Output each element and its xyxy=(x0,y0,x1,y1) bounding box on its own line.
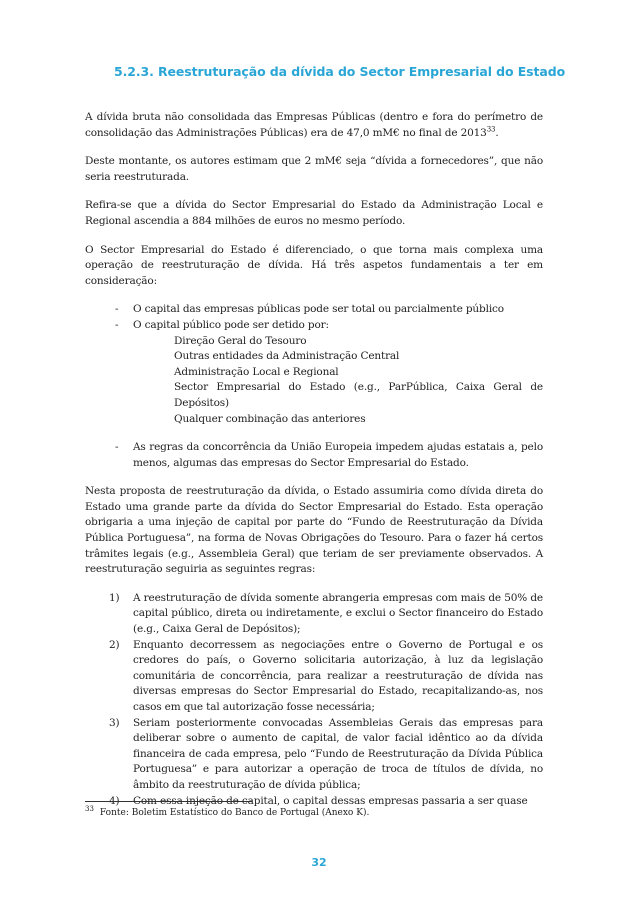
footnote-divider xyxy=(85,801,252,802)
rule-number: 3) xyxy=(109,716,120,729)
rule-text: Enquanto decorressem as negociações entre o Governo de Portugal e os credores do país, o Governo solicitaria autorização, à luz da legislação comunitária de concorrência, para realizar a reestruturação de dívida nas diversas empresas do Sector Empresarial do Estado, recapitalizando-as, nos casos em que tal autorização fosse necessária; xyxy=(133,638,543,713)
body-text xyxy=(85,110,543,809)
paragraph-text: A dívida bruta não consolidada das Empresas Públicas (dentro e fora do perímetro de consolidação das Administrações Públicas) era de 47,0 mM€ no final de 2013 xyxy=(85,111,543,139)
sublist-item: Outras entidades da Administração Central xyxy=(174,350,400,363)
rule-text: A reestruturação de dívida somente abrangeria empresas com mais de 50% de capital público, direta ou indiretamente, e exclui o Sector financeiro do Estado (e.g., Caixa Geral de Depósitos); xyxy=(133,591,543,636)
footnote-number: 33 xyxy=(85,805,94,813)
paragraph-end: . xyxy=(495,126,499,139)
sublist-item: Direção Geral do Tesouro xyxy=(174,334,307,347)
dash-marker: - xyxy=(115,303,119,316)
dash-marker: - xyxy=(115,441,119,454)
list-item xyxy=(85,302,543,318)
sublist-item: Sector Empresarial do Estado (e.g., ParPública, Caixa Geral de Depósitos) xyxy=(174,381,543,409)
rule-item xyxy=(85,591,543,638)
paragraph-local-regional: Refira-se que a dívida do Sector Empresarial do Estado da Administração Local e Regional ascendia a 884 milhões de euros no mesmo período. xyxy=(85,199,543,227)
rule-text: Seriam posteriormente convocadas Assembleias Gerais das empresas para deliberar sobre o aumento de capital, de valor facial idêntico ao da dívida financeira de cada empresa, pelo “Fundo de Reestruturação da Dívida Pública Portuguesa” e para autorizar a operação de troca de títulos de dívida, no âmbito da reestruturação de dívida pública; xyxy=(133,716,543,791)
list-item-text: As regras da concorrência da União Europeia impedem ajudas estatais a, pelo menos, algumas das empresas do Sector Empresarial do Estado. xyxy=(133,441,543,469)
section-heading: 5.2.3. Reestruturação da dívida do Sector Empresarial do Estado xyxy=(114,64,566,79)
page-number: 32 xyxy=(311,856,327,869)
sublist-item: Qualquer combinação das anteriores xyxy=(174,412,366,425)
footnote-ref[interactable]: 33 xyxy=(486,125,496,134)
rule-item xyxy=(85,716,543,794)
holders-sublist xyxy=(133,334,543,428)
paragraph-proposal: Nesta proposta de reestruturação da dívida, o Estado assumiria como dívida direta do Estado uma grande parte da dívida do Sector Empresarial do Estado. Esta operação obrigaria a uma injeção de capital por parte do “Fundo de Reestruturação da Dívida Pública Portuguesa”, na forma de Novas Obrigações do Tesouro. Para o fazer há certos trâmites legais (e.g., Assembleia Geral) que teriam de ser previamente observados. A reestruturação seguiria as seguintes regras: xyxy=(85,485,543,576)
footnote xyxy=(85,805,370,818)
aspects-list xyxy=(85,302,543,471)
footnote-text: Fonte: Boletim Estatístico do Banco de Portugal (Anexo K). xyxy=(99,808,370,818)
rule-number: 1) xyxy=(109,591,120,604)
rule-number: 4) xyxy=(109,794,120,807)
rule-text: Com essa injeção de capital, o capital dessas empresas passaria a ser quase xyxy=(133,794,528,807)
rules-list xyxy=(85,591,543,809)
paragraph-suppliers: Deste montante, os autores estimam que 2 mM€ seja “dívida a fornecedores”, que não seria reestruturada. xyxy=(85,155,543,183)
list-item xyxy=(85,318,543,427)
rule-number: 2) xyxy=(109,638,120,651)
list-item-text: O capital público pode ser detido por: xyxy=(133,318,329,331)
rule-item xyxy=(85,638,543,716)
list-item-text: O capital das empresas públicas pode ser total ou parcialmente público xyxy=(133,303,504,316)
dash-marker: - xyxy=(115,318,119,331)
sublist-item: Administração Local e Regional xyxy=(174,365,339,378)
paragraph-debt-total xyxy=(85,110,543,141)
paragraph-differentiated: O Sector Empresarial do Estado é diferenciado, o que torna mais complexa uma operação de reestruturação de dívida. Há três aspetos fundamentais a ter em consideração: xyxy=(85,243,543,287)
list-item xyxy=(85,440,543,471)
